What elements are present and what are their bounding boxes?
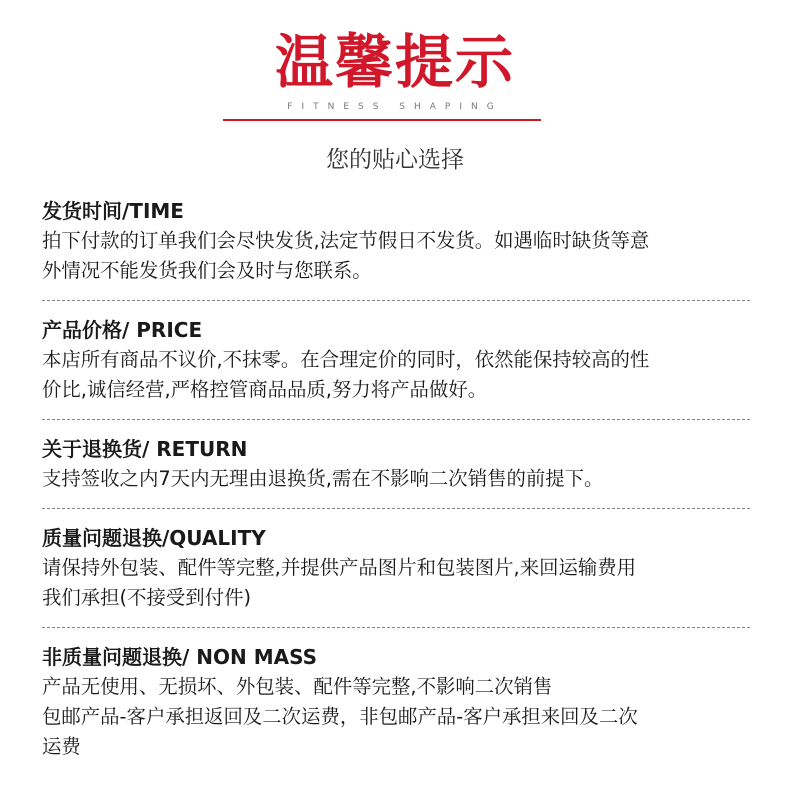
section-text-line: 请保持外包装、配件等完整,并提供产品图片和包装图片,来回运输费用	[42, 556, 637, 579]
section-text-line: 拍下付款的订单我们会尽快发货,法定节假日不发货。如遇临时缺货等意	[42, 229, 650, 252]
page-header	[0, 0, 790, 190]
section-text-line: 支持签收之内7天内无理由退换货,需在不影响二次销售的前提下。	[42, 467, 604, 490]
section-text-line: 我们承担(不接受到付件)	[42, 586, 252, 609]
section-text-line: 外情况不能发货我们会及时与您联系。	[42, 259, 372, 282]
notice-sections	[42, 196, 754, 762]
english-subtitle: FITNESS SHAPING	[287, 102, 503, 112]
page-title: 温馨提示	[274, 28, 515, 96]
section-text-line: 产品无使用、无损坏、外包装、配件等完整,不影响二次销售	[42, 675, 553, 698]
section-heading: 非质量问题退换/ NON MASS	[42, 645, 317, 669]
dashed-divider	[42, 419, 750, 420]
section-quality-returns	[42, 523, 754, 613]
section-text-line: 价比,诚信经营,严格控管商品品质,努力将产品做好。	[42, 378, 488, 401]
dashed-divider	[42, 508, 750, 509]
section-heading: 产品价格/ PRICE	[42, 318, 203, 342]
section-returns	[42, 434, 754, 494]
section-text-line: 包邮产品-客户承担返回及二次运费，非包邮产品-客户承担来回及二次	[42, 705, 638, 728]
section-non-quality-returns	[42, 642, 754, 762]
section-heading: 关于退换货/ RETURN	[42, 437, 248, 461]
section-heading: 发货时间/TIME	[42, 199, 184, 223]
title-underline	[223, 119, 541, 121]
chinese-subtitle: 您的贴心选择	[326, 147, 464, 173]
section-heading: 质量问题退换/QUALITY	[42, 526, 266, 550]
dashed-divider	[42, 300, 750, 301]
section-text-line: 本店所有商品不议价,不抹零。在合理定价的同时，依然能保持较高的性	[42, 348, 650, 371]
section-text-line: 运费	[42, 735, 81, 758]
section-product-price	[42, 315, 754, 405]
dashed-divider	[42, 627, 750, 628]
section-shipping-time	[42, 196, 754, 286]
